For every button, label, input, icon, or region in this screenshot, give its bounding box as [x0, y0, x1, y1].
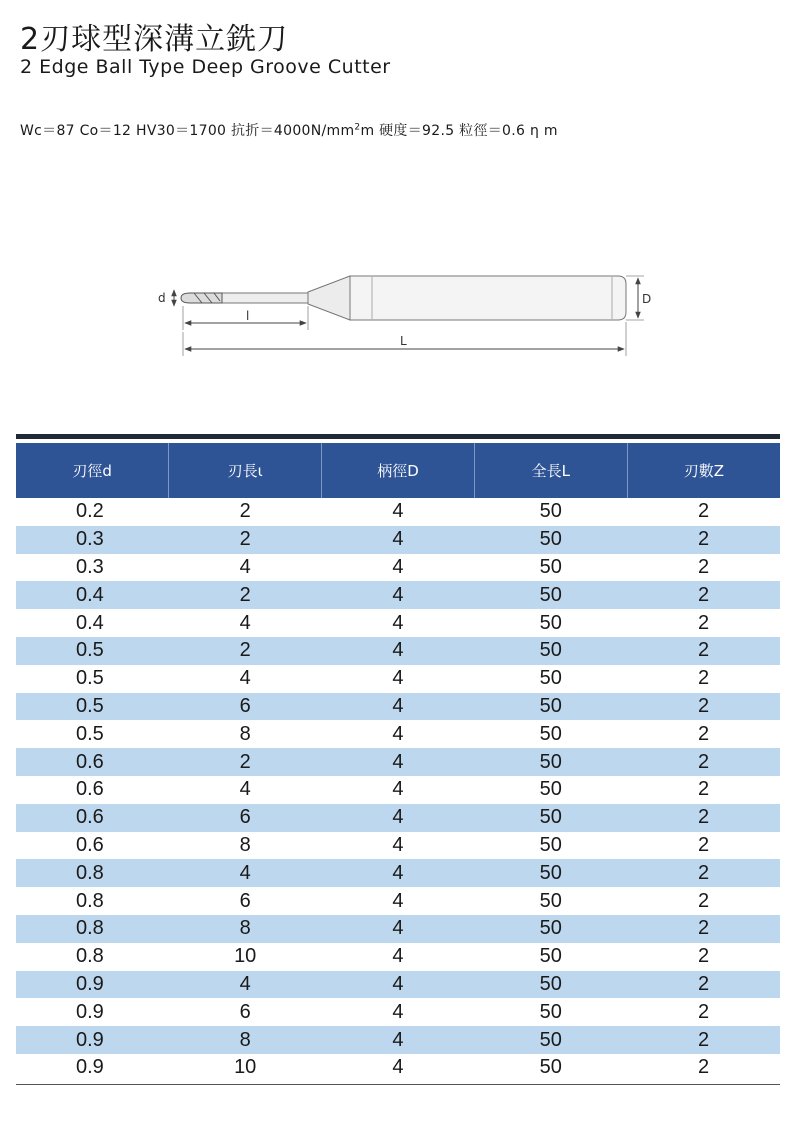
cell-edge-length: 2: [169, 637, 322, 665]
table-row: [16, 748, 780, 776]
cell-edge-diameter: 0.9: [76, 1056, 104, 1079]
cell-overall-length: 50: [539, 667, 562, 690]
cell-edge-diameter: 0.5: [76, 722, 104, 745]
header-edge-length: 刃長ι: [169, 443, 322, 498]
cell-flute-count: 2: [627, 748, 780, 776]
cell-flute-count: 2: [627, 915, 780, 943]
cutter-diagram: [150, 262, 670, 372]
cell-flute-count: 2: [698, 833, 710, 856]
cell-overall-length: 50: [539, 500, 562, 523]
cell-shank-diameter: 4: [392, 889, 404, 912]
cell-shank-diameter: 4: [322, 1026, 475, 1054]
cell-overall-length: 50: [539, 611, 562, 634]
table-row: [16, 1026, 780, 1054]
table-header-row: [16, 443, 780, 498]
cell-shank-diameter: 4: [322, 748, 475, 776]
table-row: [16, 693, 780, 721]
cell-edge-diameter: 0.3: [16, 526, 169, 554]
cell-overall-length: 50: [539, 945, 562, 968]
cell-edge-diameter: 0.5: [16, 637, 169, 665]
cell-shank-diameter: 4: [392, 1056, 404, 1079]
cell-flute-count: 2: [698, 945, 710, 968]
cell-flute-count: 2: [627, 581, 780, 609]
cutter-neck: [222, 293, 308, 303]
cell-flute-count: 2: [698, 1056, 710, 1079]
cell-edge-length: 6: [239, 889, 251, 912]
spec-table: [16, 443, 780, 1082]
cell-edge-diameter: 0.8: [76, 889, 104, 912]
cell-shank-diameter: 4: [392, 611, 404, 634]
cell-edge-length: 10: [234, 945, 257, 968]
cell-edge-diameter: 0.6: [76, 778, 104, 801]
cell-edge-length: 8: [169, 915, 322, 943]
cell-overall-length: 50: [474, 693, 627, 721]
cell-shank-diameter: 4: [392, 945, 404, 968]
cell-overall-length: 50: [539, 1056, 562, 1079]
table-row: [16, 665, 780, 693]
dim-label-d: d: [158, 291, 166, 305]
cell-overall-length: 50: [474, 748, 627, 776]
cell-edge-diameter: 0.6: [16, 748, 169, 776]
cell-edge-diameter: 0.9: [76, 1000, 104, 1023]
cell-overall-length: 50: [474, 637, 627, 665]
cell-edge-length: 8: [169, 1026, 322, 1054]
cell-shank-diameter: 4: [322, 693, 475, 721]
cell-overall-length: 50: [474, 1026, 627, 1054]
cutter-taper: [308, 276, 350, 320]
table-row: [16, 832, 780, 860]
page-title: 2刃球型深溝立銑刀: [20, 22, 289, 57]
cell-edge-length: 4: [239, 667, 251, 690]
table-row: [16, 554, 780, 582]
cell-shank-diameter: 4: [322, 637, 475, 665]
cell-edge-length: 8: [239, 722, 251, 745]
cell-overall-length: 50: [539, 889, 562, 912]
cell-edge-diameter: 0.9: [16, 1026, 169, 1054]
cell-flute-count: 2: [698, 778, 710, 801]
table-row: [16, 526, 780, 554]
cell-edge-length: 4: [169, 971, 322, 999]
specs-text-start: Wc＝87 Co＝12 HV30＝1700 抗折＝4000N/mm: [20, 123, 355, 139]
cell-flute-count: 2: [627, 637, 780, 665]
table-row: [16, 971, 780, 999]
cell-overall-length: 50: [539, 1000, 562, 1023]
cell-shank-diameter: 4: [322, 971, 475, 999]
cell-flute-count: 2: [627, 859, 780, 887]
specs-superscript: 2: [354, 122, 361, 133]
cell-flute-count: 2: [627, 1026, 780, 1054]
cell-shank-diameter: 4: [392, 778, 404, 801]
cell-flute-count: 2: [698, 555, 710, 578]
cell-shank-diameter: 4: [392, 555, 404, 578]
cutter-shank: [350, 276, 626, 320]
table-top-rule: [16, 434, 780, 439]
cell-edge-diameter: 0.3: [76, 555, 104, 578]
cell-shank-diameter: 4: [392, 500, 404, 523]
cell-edge-diameter: 0.8: [16, 859, 169, 887]
cell-shank-diameter: 4: [322, 581, 475, 609]
table-row: [16, 637, 780, 665]
table-row: [16, 776, 780, 804]
cell-edge-length: 6: [169, 693, 322, 721]
cell-shank-diameter: 4: [322, 526, 475, 554]
table-row: [16, 720, 780, 748]
cell-edge-diameter: 0.5: [16, 693, 169, 721]
dim-label-l: l: [246, 309, 250, 323]
cell-edge-length: 4: [169, 859, 322, 887]
cell-edge-length: 4: [239, 611, 251, 634]
cell-edge-diameter: 0.8: [16, 915, 169, 943]
cell-edge-length: 10: [234, 1056, 257, 1079]
cell-flute-count: 2: [627, 971, 780, 999]
cell-flute-count: 2: [698, 667, 710, 690]
table-row: [16, 943, 780, 971]
table-row: [16, 804, 780, 832]
cell-overall-length: 50: [539, 722, 562, 745]
material-specs: [20, 120, 558, 140]
cell-edge-length: 2: [169, 748, 322, 776]
table-row: [16, 859, 780, 887]
cell-edge-length: 2: [169, 581, 322, 609]
cell-shank-diameter: 4: [322, 915, 475, 943]
table-row: [16, 581, 780, 609]
header-edge-diameter: 刃徑d: [16, 443, 169, 498]
table-row: [16, 915, 780, 943]
cutter-ball-tip: [181, 293, 222, 303]
table-row: [16, 1054, 780, 1082]
cell-flute-count: 2: [627, 526, 780, 554]
cell-overall-length: 50: [474, 581, 627, 609]
cell-edge-diameter: 0.4: [16, 581, 169, 609]
cell-edge-length: 6: [239, 1000, 251, 1023]
cell-flute-count: 2: [627, 693, 780, 721]
cell-shank-diameter: 4: [392, 1000, 404, 1023]
cell-overall-length: 50: [474, 804, 627, 832]
cell-edge-length: 2: [169, 526, 322, 554]
cell-overall-length: 50: [474, 859, 627, 887]
cell-overall-length: 50: [539, 778, 562, 801]
cell-overall-length: 50: [539, 555, 562, 578]
cell-edge-length: 6: [169, 804, 322, 832]
cell-flute-count: 2: [698, 500, 710, 523]
cell-edge-length: 2: [239, 500, 251, 523]
cell-overall-length: 50: [474, 526, 627, 554]
table-body: [16, 498, 780, 1082]
cell-edge-diameter: 0.9: [16, 971, 169, 999]
cell-edge-length: 4: [239, 778, 251, 801]
table-row: [16, 498, 780, 526]
table-row: [16, 609, 780, 637]
cell-edge-length: 4: [239, 555, 251, 578]
header-shank-diameter: 柄徑D: [322, 443, 475, 498]
cell-edge-diameter: 0.4: [76, 611, 104, 634]
header-flute-count: 刃數Z: [627, 443, 780, 498]
cell-edge-diameter: 0.6: [76, 833, 104, 856]
cell-shank-diameter: 4: [392, 833, 404, 856]
cell-overall-length: 50: [474, 971, 627, 999]
cell-flute-count: 2: [698, 722, 710, 745]
header-overall-length: 全長L: [474, 443, 627, 498]
cell-overall-length: 50: [474, 915, 627, 943]
cell-flute-count: 2: [698, 1000, 710, 1023]
specs-text-end: m 硬度＝92.5 粒徑＝0.6 η m: [360, 123, 558, 139]
cell-shank-diameter: 4: [322, 859, 475, 887]
cell-shank-diameter: 4: [392, 722, 404, 745]
table-row: [16, 998, 780, 1026]
cell-edge-diameter: 0.5: [76, 667, 104, 690]
cell-edge-diameter: 0.6: [16, 804, 169, 832]
dim-label-L: L: [400, 334, 407, 348]
cell-flute-count: 2: [698, 611, 710, 634]
cell-edge-diameter: 0.8: [76, 945, 104, 968]
cell-flute-count: 2: [627, 804, 780, 832]
table-row: [16, 887, 780, 915]
cell-shank-diameter: 4: [322, 804, 475, 832]
cell-edge-length: 8: [239, 833, 251, 856]
dim-label-D: D: [642, 292, 652, 306]
cell-flute-count: 2: [698, 889, 710, 912]
table-bottom-rule: [16, 1084, 780, 1085]
cell-edge-diameter: 0.2: [76, 500, 104, 523]
cell-shank-diameter: 4: [392, 667, 404, 690]
cell-overall-length: 50: [539, 833, 562, 856]
page-subtitle: 2 Edge Ball Type Deep Groove Cutter: [20, 56, 391, 78]
